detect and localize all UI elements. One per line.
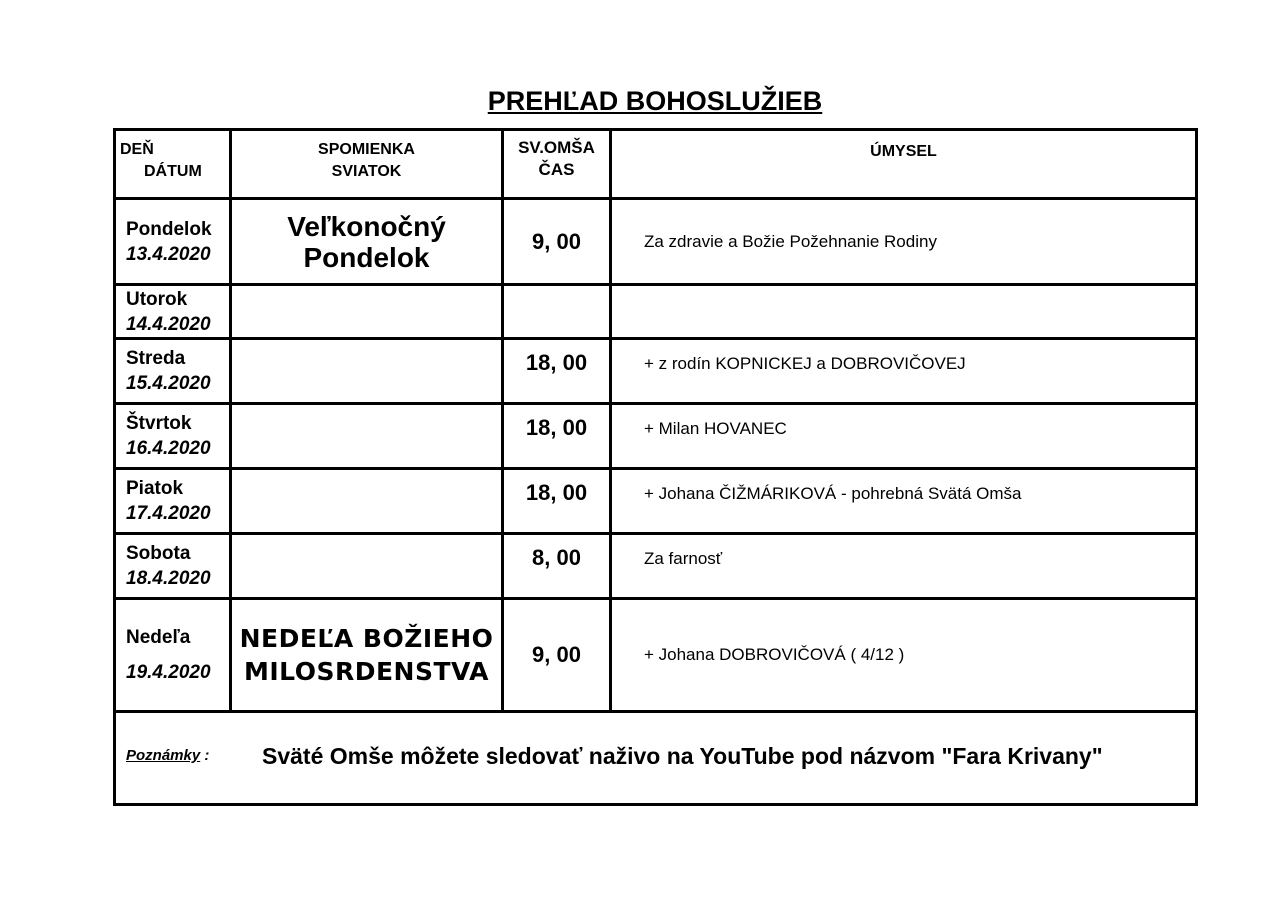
- intention-cell: [611, 285, 1197, 339]
- memorial-line1: NEDEĽA BOŽIEHO: [239, 624, 494, 653]
- table-row: [115, 534, 1197, 599]
- day-cell: [115, 285, 231, 339]
- day-name: Piatok: [126, 478, 184, 499]
- day-name: Pondelok: [126, 218, 212, 240]
- intention-cell: + z rodín KOPNICKEJ a DOBROVIČOVEJ: [611, 339, 1197, 404]
- page-title: PREHĽAD BOHOSLUŽIEB: [487, 86, 823, 116]
- day-name: Štvrtok: [126, 413, 192, 434]
- header-day: DEŇ: [120, 141, 154, 158]
- header-memorial-line1: SPOMIENKA: [318, 141, 415, 158]
- mass-schedule-table: [113, 128, 1198, 806]
- table-row: [115, 339, 1197, 404]
- header-row: [115, 130, 1197, 199]
- table-row: [115, 404, 1197, 469]
- memorial-line2: Pondelok: [303, 241, 430, 273]
- mass-time: 18, 00: [503, 469, 611, 534]
- day-cell: [115, 469, 231, 534]
- day-date: 13.4.2020: [126, 243, 211, 265]
- intention-cell: + Milan HOVANEC: [611, 404, 1197, 469]
- day-name: Nedeľa: [126, 627, 191, 648]
- intention-cell: Za zdravie a Božie Požehnanie Rodiny: [611, 199, 1197, 285]
- memorial-cell: [231, 469, 503, 534]
- header-memorial-line2: SVIATOK: [331, 163, 402, 180]
- mass-time: 18, 00: [503, 339, 611, 404]
- day-date: 18.4.2020: [126, 568, 211, 589]
- memorial-cell: [231, 534, 503, 599]
- memorial-line2: MILOSRDENSTVA: [243, 657, 490, 686]
- table-row: [115, 199, 1197, 285]
- header-memorial: [231, 130, 503, 199]
- mass-time: 18, 00: [503, 404, 611, 469]
- header-date: DÁTUM: [144, 163, 202, 180]
- memorial-cell: [231, 599, 503, 712]
- notes-text: Sväté Omše môžete sledovať naživo na YouTube pod názvom "Fara Krivany": [262, 743, 1103, 769]
- day-cell: [115, 599, 231, 712]
- memorial-cell: [231, 404, 503, 469]
- header-mass-time: [503, 130, 611, 199]
- header-time-line2: ČAS: [538, 160, 575, 179]
- day-cell: [115, 339, 231, 404]
- day-name: Utorok: [126, 288, 188, 310]
- mass-time: 9, 00: [503, 599, 611, 712]
- day-name: Sobota: [126, 543, 191, 564]
- day-cell: [115, 199, 231, 285]
- day-date: 16.4.2020: [126, 438, 211, 459]
- memorial-line1: Veľkonočný: [287, 210, 446, 242]
- notes-row: [115, 712, 1197, 805]
- table-row: [115, 599, 1197, 712]
- header-day-date: [115, 130, 231, 199]
- notes-label-text: Poznámky: [126, 747, 201, 764]
- notes-label: [126, 747, 209, 764]
- day-date: 14.4.2020: [126, 313, 211, 335]
- intention-cell: Za farnosť: [611, 534, 1197, 599]
- table-row: [115, 285, 1197, 339]
- mass-time: 9, 00: [503, 199, 611, 285]
- day-name: Streda: [126, 348, 186, 369]
- mass-time: [503, 285, 611, 339]
- day-date: 19.4.2020: [126, 662, 211, 683]
- day-date: 15.4.2020: [126, 373, 211, 394]
- memorial-cell: [231, 339, 503, 404]
- table-row: [115, 469, 1197, 534]
- memorial-cell: [231, 199, 503, 285]
- header-time-line1: SV.OMŠA: [518, 138, 595, 157]
- memorial-cell: [231, 285, 503, 339]
- day-cell: [115, 404, 231, 469]
- header-intention: ÚMYSEL: [611, 130, 1197, 199]
- notes-cell: [115, 712, 1197, 805]
- day-date: 17.4.2020: [126, 503, 211, 524]
- notes-label-suffix: :: [200, 747, 210, 764]
- day-cell: [115, 534, 231, 599]
- intention-cell: + Johana DOBROVIČOVÁ ( 4/12 ): [611, 599, 1197, 712]
- mass-time: 8, 00: [503, 534, 611, 599]
- intention-cell: + Johana ČIŽMÁRIKOVÁ - pohrebná Svätá Omša: [611, 469, 1197, 534]
